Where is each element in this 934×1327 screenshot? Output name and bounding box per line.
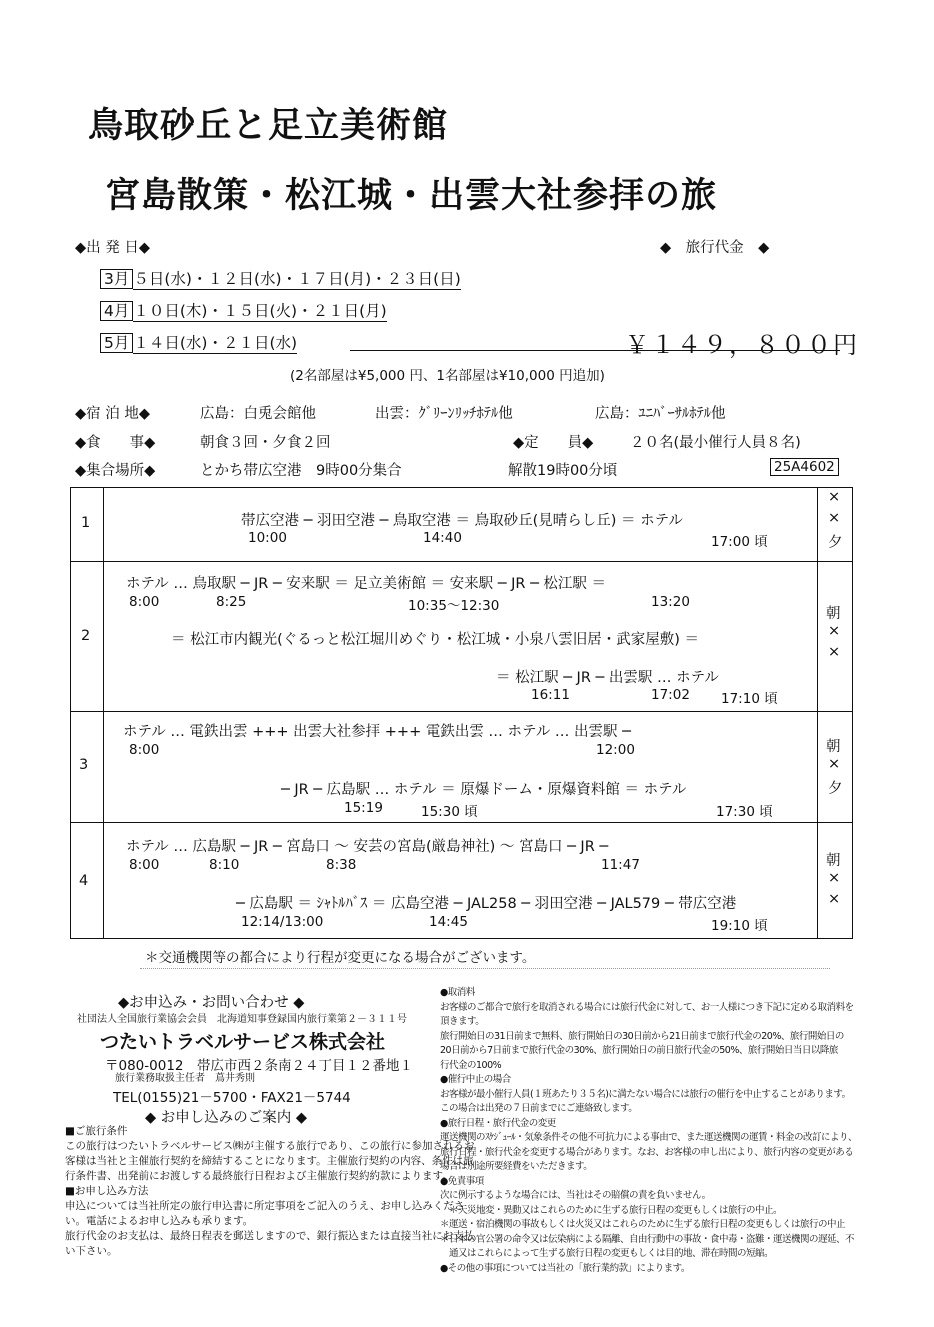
terms-line: 場合は別途所要経費をいただきます。 xyxy=(440,1161,593,1172)
time: 11:47 xyxy=(601,857,640,873)
meet-label: ◆集合場所◆ xyxy=(75,463,156,479)
itinerary-day-1 xyxy=(71,488,852,561)
terms-line: ●取消料 xyxy=(440,987,475,998)
terms-line: 次に例示するような場合には、当社はその賠償の責を負いません。 xyxy=(440,1190,711,1201)
time: 17:10 頃 xyxy=(721,691,778,707)
time: 15:30 頃 xyxy=(421,804,478,820)
price-value: ￥１４９，８００円 xyxy=(625,331,859,359)
company-name: つたいトラベルサービス株式会社 xyxy=(100,1031,386,1053)
itinerary-day-2 xyxy=(71,561,852,712)
meal-value: 朝食３回・夕食２回 xyxy=(200,435,331,451)
meal-dinner: 夕 xyxy=(828,781,843,797)
right-terms xyxy=(440,986,857,1276)
terms-line: 通又はこれらによって生ずる旅行日程の変更もしくは目的地、滞在時間の短縮。 xyxy=(440,1248,774,1259)
terms-line: 運送機関のｽｹｼﾞｭｰﾙ・気象条件その他不可抗力による事由で、また運送機関の運賃・料金の改訂により、 xyxy=(440,1132,858,1143)
time: 17:30 頃 xyxy=(716,804,773,820)
time: 14:40 xyxy=(423,530,462,546)
terms-line: ＊日本の官公署の命令又は伝染病による隔離、自由行動中の事故・食中毒・盗難・運送機関の遅延、不 xyxy=(440,1233,855,1245)
time: 16:11 xyxy=(531,687,570,703)
terms-line: ●旅行日程・旅行代金の変更 xyxy=(440,1117,556,1129)
separator-line xyxy=(140,968,830,969)
capacity-value: ２０名(最小催行人員８名) xyxy=(630,435,801,451)
day-number: 1 xyxy=(81,515,91,531)
time: 10:00 xyxy=(248,530,287,546)
time: 8:00 xyxy=(129,742,160,758)
terms-line: この場合は出発の７日前までにご連絡致します。 xyxy=(440,1103,638,1114)
terms-line: い下さい。 xyxy=(65,1245,118,1257)
time: 8:25 xyxy=(216,594,247,610)
meal-breakfast: 朝 xyxy=(826,606,841,622)
terms-line: お客様のご都合で旅行を取消される場合には旅行代金に対して、お一人様につき下記に定める取消料を xyxy=(440,1001,854,1013)
meal-lunch: × xyxy=(828,756,841,772)
dismiss-value: 解散19時00分頃 xyxy=(508,463,618,479)
capacity-label: ◆定 員◆ xyxy=(513,435,594,451)
terms-line: ■ご旅行条件 xyxy=(65,1125,128,1137)
meal-lunch: × xyxy=(828,623,841,639)
association-line: 社団法人全国旅行業協会会員 北海道知事登録国内旅行業第２－３１１号 xyxy=(77,1014,407,1025)
time: 12:00 xyxy=(596,742,635,758)
time: 8:10 xyxy=(209,857,240,873)
terms-line: ＊運送・宿泊機関の事故もしくは火災又はこれらのために生ずる旅行日程の変更もしくは旅行の中止 xyxy=(440,1219,846,1230)
departure-row-april xyxy=(100,299,387,321)
title-line2: 宮島散策・松江城・出雲大社参拝の旅 xyxy=(105,176,718,216)
meal-label: ◆食 事◆ xyxy=(75,435,156,451)
meal-dinner: × xyxy=(828,644,841,660)
company-address: 〒080-0012 帯広市西２条南２４丁目１２番地１ xyxy=(105,1058,413,1074)
time: 13:20 xyxy=(651,594,690,610)
stay-2: 出雲：ｸﾞﾘｰﾝﾘｯﾁﾎﾃﾙ他 xyxy=(375,406,513,422)
stay-label: ◆宿 泊 地◆ xyxy=(75,406,151,422)
guide-header: ◆ お申し込みのご案内 ◆ xyxy=(145,1110,308,1126)
tour-code: 25A4602 xyxy=(770,458,839,476)
time: 8:38 xyxy=(326,857,357,873)
terms-line: 申込については当社所定の旅行申込書に所定事項をご記入のうえ、お申し込みくださ xyxy=(65,1200,465,1212)
terms-line: 旅行代金のお支払は、最終日程表を郵送しますので、銀行振込または直接当社にお支払 xyxy=(65,1230,475,1242)
terms-line: ＊天災地変・異動又はこれらのために生ずる旅行日程の変更もしくは旅行の中止。 xyxy=(440,1204,783,1216)
terms-line: ●免責事項 xyxy=(440,1175,484,1187)
route-line: ─ 広島駅 ＝ ｼｬﾄﾙﾊﾞｽ ＝ 広島空港 ─ JAL258 ─ 羽田空港 ─ JAL579 ─ 帯広空港 xyxy=(236,896,737,912)
time: 17:02 xyxy=(651,687,690,703)
time: 10:35〜12:30 xyxy=(408,598,500,614)
terms-line: 行条件書、出発前にお渡しする最終旅行日程および主催旅行契約約款によります。 xyxy=(65,1170,453,1182)
price-label: ◆ 旅行代金 ◆ xyxy=(660,240,770,256)
time: 8:00 xyxy=(129,594,160,610)
dates-text: ５日(水)・１２日(水)・１７日(月)・２３日(日) xyxy=(133,270,461,288)
terms-line: 旅行日程・旅行代金を変更する場合があります。なお、お客様の申し出により、旅行内容の変更がある xyxy=(440,1146,854,1158)
meal-lunch: × xyxy=(828,510,841,526)
terms-line: ■お申し込み方法 xyxy=(65,1185,149,1197)
time: 14:45 xyxy=(429,914,468,930)
itinerary-table xyxy=(70,487,853,939)
meal-lunch: × xyxy=(828,870,841,886)
meet-value: とかち帯広空港 9時00分集合 xyxy=(200,463,402,479)
travel-manager: 旅行業務取扱主任者 蔦井秀則 xyxy=(115,1073,255,1084)
time: 19:10 頃 xyxy=(711,918,768,934)
room-note: (2名部屋は¥5,000 円、1名部屋は¥10,000 円追加) xyxy=(290,368,605,384)
title-line1: 鳥取砂丘と足立美術館 xyxy=(88,106,449,146)
terms-line: 20日前から7日前まで旅行代金の30%、旅行開始日の前日旅行代金の50%、旅行開始日当日以降旅 xyxy=(440,1045,838,1056)
terms-line: 行代金の100% xyxy=(440,1059,502,1071)
dates-text: １４日(水)・２１日(水) xyxy=(133,334,298,352)
stay-1: 広島：白兎会館他 xyxy=(200,406,316,422)
dates-text: １０日(木)・１５日(火)・２１日(月) xyxy=(133,302,387,320)
contact-header: ◆お申込み・お問い合わせ ◆ xyxy=(118,995,305,1011)
route-line: ホテル … 電鉄出雲 +++ 出雲大社参拝 +++ 電鉄出雲 … ホテル … 出雲駅 ─ xyxy=(123,724,631,740)
day-number: 4 xyxy=(79,873,89,889)
time: 15:19 xyxy=(344,800,383,816)
itinerary-note: ＊交通機関等の都合により行程が変更になる場合がございます。 xyxy=(145,950,536,966)
stay-3: 広島：ﾕﾆﾊﾞｰｻﾙﾎﾃﾙ他 xyxy=(595,406,726,422)
month-badge: 4月 xyxy=(100,301,133,321)
time: 12:14/13:00 xyxy=(241,914,324,930)
terms-line: ●その他の事項については当社の「旅行業約款」によります。 xyxy=(440,1262,690,1274)
terms-line: 旅行開始日の31日前まで無料、旅行開始日の30日前から21日前まで旅行代金の20%、旅行開始日の xyxy=(440,1030,844,1042)
route-line: 帯広空港 ─ 羽田空港 ─ 鳥取空港 ＝ 鳥取砂丘(見晴らし丘) ＝ ホテル xyxy=(241,513,683,529)
left-terms xyxy=(65,1124,475,1259)
month-badge: 3月 xyxy=(100,269,133,289)
month-badge: 5月 xyxy=(100,333,133,353)
phone-fax: TEL(0155)21－5700・FAX21－5744 xyxy=(113,1090,351,1106)
meal-breakfast: × xyxy=(828,489,841,505)
departure-row-may xyxy=(100,331,297,353)
time: 8:00 xyxy=(129,857,160,873)
terms-line: 客様は当社と主催旅行契約を締結することになります。主催旅行契約の内容、条件は旅 xyxy=(65,1155,474,1167)
route-line: ─ JR ─ 広島駅 … ホテル ＝ 原爆ドーム・原爆資料館 ＝ ホテル xyxy=(281,782,687,798)
route-line: ホテル … 広島駅 ─ JR ─ 宮島口 〜 安芸の宮島(厳島神社) 〜 宮島口 ─ JR ─ xyxy=(126,839,609,855)
terms-line: お客様が最小催行人員(１班あたり３５名)に満たない場合には旅行の催行を中止することがあります。 xyxy=(440,1088,851,1100)
itinerary-day-3 xyxy=(71,711,852,823)
time: 17:00 頃 xyxy=(711,534,768,550)
departure-row-march xyxy=(100,267,461,289)
itinerary-day-4 xyxy=(71,822,852,939)
terms-line: い。電話によるお申し込みも承ります。 xyxy=(65,1215,254,1227)
meal-breakfast: 朝 xyxy=(826,739,841,755)
route-line: ＝ 松江市内観光(ぐるっと松江堀川めぐり・松江城・小泉八雲旧居・武家屋敷) ＝ xyxy=(171,632,700,648)
meal-dinner: × xyxy=(828,891,841,907)
day-number: 2 xyxy=(81,628,91,644)
departure-label: ◆出 発 日◆ xyxy=(75,240,151,256)
meal-dinner: 夕 xyxy=(828,535,843,551)
terms-line: ●催行中止の場合 xyxy=(440,1074,511,1085)
route-line: ＝ 松江駅 ─ JR ─ 出雲駅 … ホテル xyxy=(496,670,719,686)
day-number: 3 xyxy=(79,757,89,773)
meal-breakfast: 朝 xyxy=(826,853,841,869)
route-line: ホテル … 鳥取駅 ─ JR ─ 安来駅 ＝ 足立美術館 ＝ 安来駅 ─ JR ─ 松江駅 ＝ xyxy=(126,576,607,592)
terms-line: 頂きます。 xyxy=(440,1016,485,1027)
terms-line: この旅行はつたいトラベルサービス㈱が主催する旅行であり、この旅行に参加されるお xyxy=(65,1140,475,1152)
